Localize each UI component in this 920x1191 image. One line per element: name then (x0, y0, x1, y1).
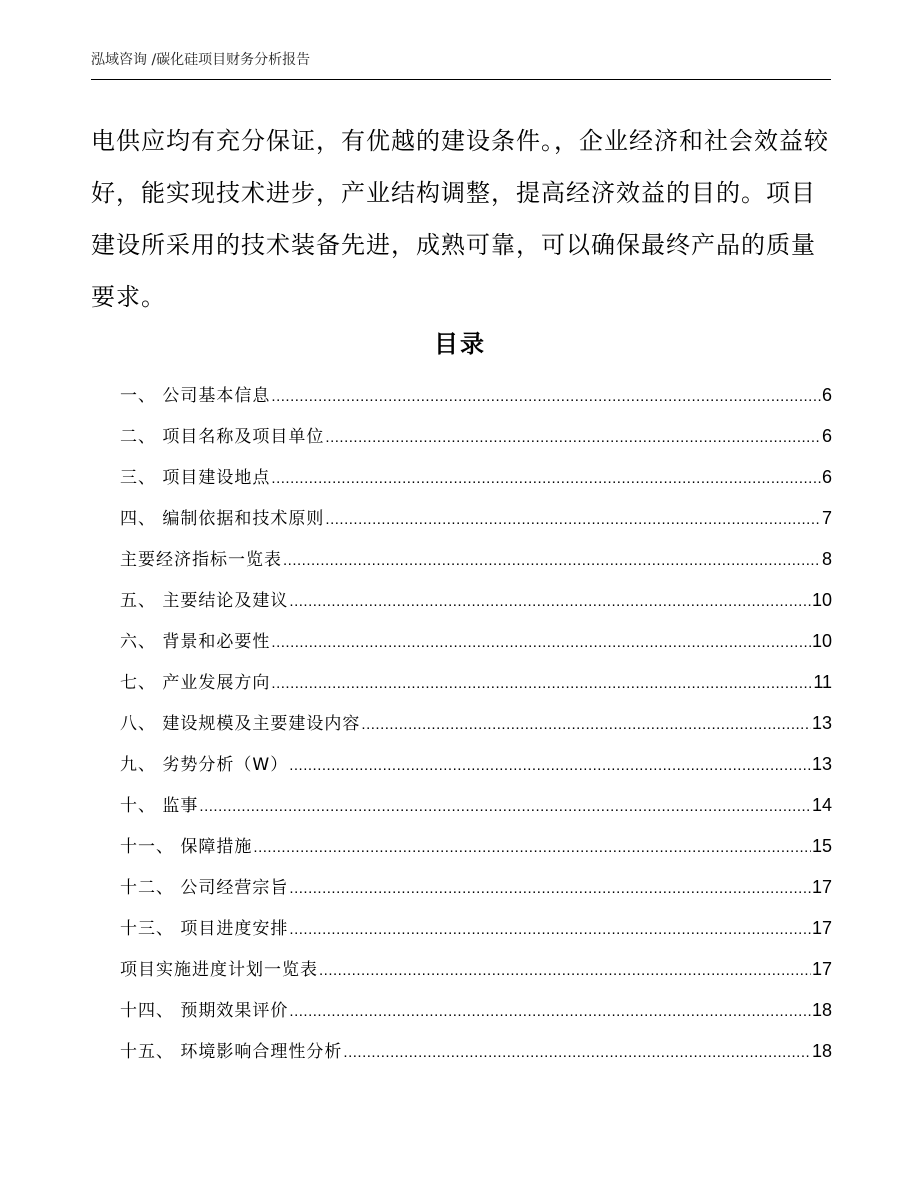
header-divider (91, 79, 831, 80)
toc-entry-label: 十三、 项目进度安排 (120, 919, 289, 939)
toc-entry-label: 十二、 公司经营宗旨 (120, 878, 289, 898)
toc-entry-page: 13 (811, 713, 832, 733)
toc-leader-dots (289, 874, 811, 904)
toc-entry-label: 主要经济指标一览表 (120, 550, 282, 570)
toc-entry-label: 十、 监事 (120, 796, 199, 816)
toc-entry-12[interactable] (120, 831, 832, 872)
toc-entry-1[interactable] (120, 380, 832, 421)
page-header: 泓域咨询 /碳化硅项目财务分析报告 (91, 52, 311, 68)
toc-entry-page: 18 (811, 1000, 832, 1020)
toc-leader-dots (289, 587, 811, 617)
toc-entry-page: 17 (811, 877, 832, 897)
toc-entry-page: 7 (821, 508, 832, 528)
toc-entry-label: 七、 产业发展方向 (120, 673, 271, 693)
toc-entry-page: 18 (811, 1041, 832, 1061)
toc-entry-6[interactable] (120, 585, 832, 626)
toc-entry-15[interactable] (120, 954, 832, 995)
toc-entry-page: 13 (811, 754, 832, 774)
toc-entry-11[interactable] (120, 790, 832, 831)
toc-entry-10[interactable] (120, 749, 832, 790)
toc-entry-page: 14 (811, 795, 832, 815)
toc-entry-label: 一、 公司基本信息 (120, 386, 271, 406)
toc-title: 目录 (434, 330, 486, 358)
toc-leader-dots (289, 997, 811, 1027)
table-of-contents (120, 380, 832, 1077)
body-paragraph: 电供应均有充分保证，有优越的建设条件。，企业经济和社会效益较好，能实现技术进步，产业结构调整，提高经济效益的目的。项目建设所采用的技术装备先进，成熟可靠，可以确保最终产品的质量要求。 (91, 127, 829, 311)
toc-entry-14[interactable] (120, 913, 832, 954)
toc-leader-dots (289, 751, 811, 781)
toc-entry-label: 十一、 保障措施 (120, 837, 253, 857)
toc-entry-7[interactable] (120, 626, 832, 667)
toc-entry-2[interactable] (120, 421, 832, 462)
toc-entry-label: 八、 建设规模及主要建设内容 (120, 714, 361, 734)
toc-entry-label: 四、 编制依据和技术原则 (120, 509, 325, 529)
toc-entry-13[interactable] (120, 872, 832, 913)
toc-entry-page: 17 (811, 918, 832, 938)
toc-leader-dots (289, 915, 811, 945)
toc-entry-16[interactable] (120, 995, 832, 1036)
toc-entry-4[interactable] (120, 503, 832, 544)
toc-leader-dots (319, 956, 811, 986)
toc-entry-label: 十四、 预期效果评价 (120, 1001, 289, 1021)
toc-entry-page: 10 (811, 590, 832, 610)
toc-leader-dots (361, 710, 811, 740)
toc-entry-page: 6 (821, 426, 832, 446)
toc-entry-page: 10 (811, 631, 832, 651)
toc-entry-label: 五、 主要结论及建议 (120, 591, 289, 611)
toc-entry-page: 6 (821, 467, 832, 487)
toc-entry-5[interactable] (120, 544, 832, 585)
toc-leader-dots (199, 792, 811, 822)
toc-entry-page: 11 (813, 672, 832, 692)
toc-entry-page: 15 (811, 836, 832, 856)
toc-entry-label: 二、 项目名称及项目单位 (120, 427, 325, 447)
toc-leader-dots (271, 382, 821, 412)
toc-entry-8[interactable] (120, 667, 832, 708)
toc-leader-dots (283, 546, 821, 576)
toc-entry-page: 6 (821, 385, 832, 405)
toc-entry-page: 17 (811, 959, 832, 979)
toc-leader-dots (253, 833, 811, 863)
toc-leader-dots (343, 1038, 811, 1068)
toc-leader-dots (271, 464, 821, 494)
toc-entry-label: 九、 劣势分析（W） (120, 755, 289, 775)
toc-leader-dots (271, 669, 812, 699)
toc-entry-17[interactable] (120, 1036, 832, 1077)
toc-entry-page: 8 (821, 549, 832, 569)
toc-entry-label: 项目实施进度计划一览表 (120, 960, 318, 980)
toc-entry-label: 六、 背景和必要性 (120, 632, 271, 652)
toc-entry-label: 十五、 环境影响合理性分析 (120, 1042, 343, 1062)
toc-entry-9[interactable] (120, 708, 832, 749)
toc-leader-dots (325, 423, 821, 453)
toc-entry-3[interactable] (120, 462, 832, 503)
toc-leader-dots (271, 628, 811, 658)
toc-entry-label: 三、 项目建设地点 (120, 468, 271, 488)
toc-leader-dots (325, 505, 821, 535)
